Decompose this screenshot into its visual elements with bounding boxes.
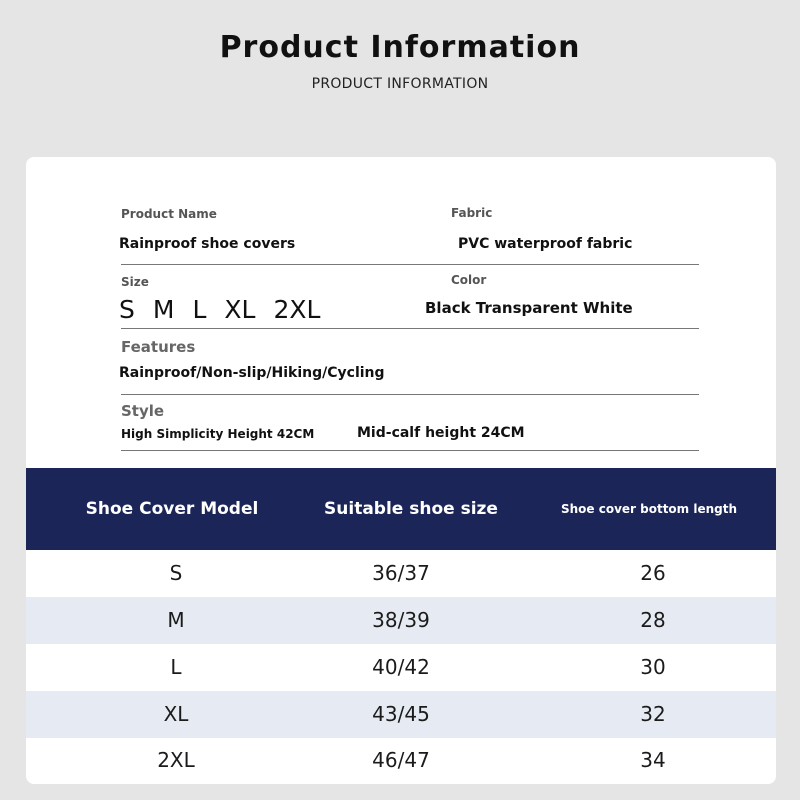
- table-row: [26, 691, 776, 738]
- style-label: Style: [121, 402, 165, 420]
- size-option: M: [152, 295, 175, 324]
- fabric-value: PVC waterproof fabric: [458, 236, 633, 252]
- divider: [121, 394, 699, 395]
- size-option: S: [119, 295, 135, 324]
- fabric-label: Fabric: [451, 206, 493, 220]
- size-option: 2XL: [273, 295, 321, 324]
- cell-shoe-size: 36/37: [372, 561, 430, 585]
- cell-bottom-length: 34: [640, 748, 666, 772]
- divider: [121, 328, 699, 329]
- page-subtitle: PRODUCT INFORMATION: [311, 76, 489, 92]
- table-row: [26, 737, 776, 784]
- cell-bottom-length: 30: [640, 655, 666, 679]
- cell-model: 2XL: [157, 748, 195, 772]
- size-table-header: [26, 468, 776, 550]
- style-value-2: Mid-calf height 24CM: [357, 425, 525, 441]
- cell-shoe-size: 38/39: [372, 608, 430, 632]
- page-title: Product Information: [219, 30, 581, 65]
- cell-model: S: [169, 561, 183, 585]
- cell-bottom-length: 26: [640, 561, 666, 585]
- style-value-1: High Simplicity Height 42CM: [121, 427, 315, 441]
- features-value: Rainproof/Non-slip/Hiking/Cycling: [119, 365, 385, 381]
- product-info-card: [26, 157, 776, 784]
- product-name-label: Product Name: [121, 207, 217, 221]
- color-value: Black Transparent White: [425, 299, 633, 317]
- cell-model: M: [167, 608, 185, 632]
- color-label: Color: [451, 273, 487, 287]
- size-option: L: [192, 295, 207, 324]
- features-label: Features: [121, 338, 196, 356]
- product-name-value: Rainproof shoe covers: [119, 236, 296, 252]
- cell-shoe-size: 43/45: [372, 702, 430, 726]
- table-row: [26, 550, 776, 597]
- cell-bottom-length: 32: [640, 702, 666, 726]
- column-header-model: Shoe Cover Model: [85, 499, 259, 519]
- column-header-shoe-size: Suitable shoe size: [324, 499, 498, 519]
- size-option: XL: [224, 295, 256, 324]
- divider: [121, 264, 699, 265]
- cell-shoe-size: 46/47: [372, 748, 430, 772]
- table-row: [26, 644, 776, 691]
- column-header-bottom-length: Shoe cover bottom length: [560, 502, 738, 516]
- cell-model: XL: [163, 702, 189, 726]
- table-row: [26, 597, 776, 644]
- cell-shoe-size: 40/42: [372, 655, 430, 679]
- cell-bottom-length: 28: [640, 608, 666, 632]
- cell-model: L: [170, 655, 182, 679]
- size-label: Size: [121, 275, 149, 289]
- size-list: [119, 295, 338, 324]
- divider: [121, 450, 699, 451]
